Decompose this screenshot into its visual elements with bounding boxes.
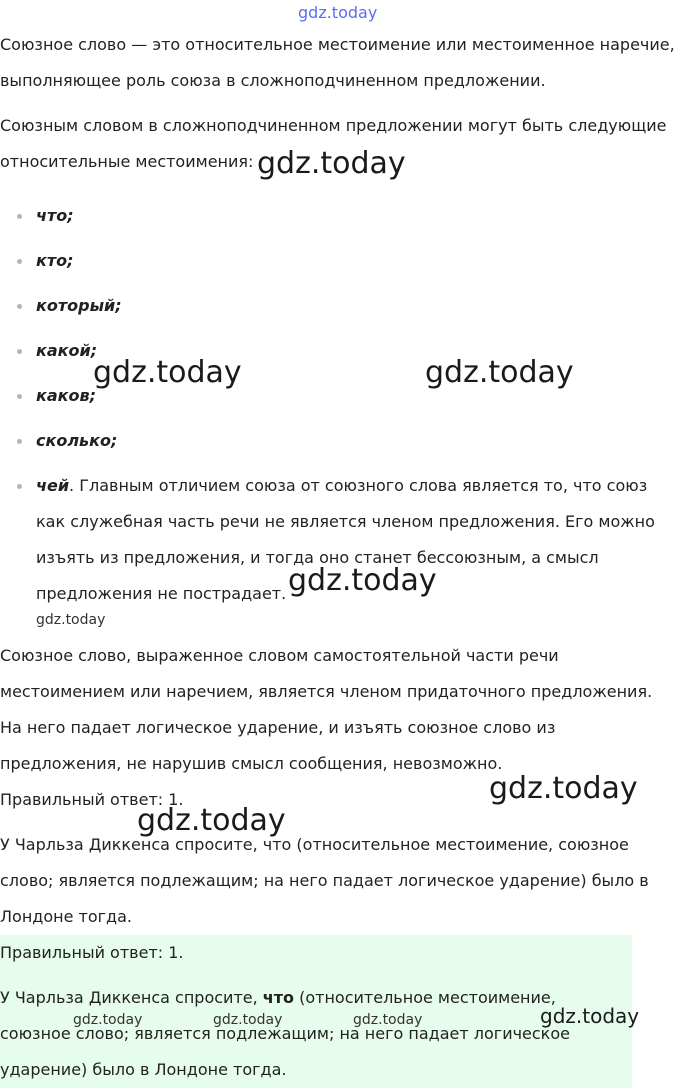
answer-label: Правильный ответ: 1. (0, 790, 184, 809)
bullet-icon (17, 259, 22, 264)
explanation-paragraph: Союзное слово, выраженное словом самостоятельной части речи местоимением или наречием, является членом придаточного предложения. На него падает логическое ударение, и изъять союзное слово из предложения, не нарушив смысл сообщения, невозможно. (0, 646, 653, 773)
list-item: каков; (0, 378, 680, 423)
watermark: gdz.today (93, 355, 242, 390)
watermark-small: gdz.today (73, 1012, 143, 1028)
watermark: gdz.today (540, 1004, 640, 1028)
watermark-small: gdz.today (36, 612, 106, 628)
highlighted-word: что (262, 988, 295, 1007)
bullet-icon (17, 484, 22, 489)
example-sentence-highlighted: У Чарльза Диккенса спросите, что (относительное местоимение, союзное слово; является подлежащим; на него падает логическое ударение) было в Лондоне тогда. (0, 988, 570, 1079)
list-item: сколько; (0, 423, 680, 468)
watermark: gdz.today (489, 771, 638, 806)
definition-paragraph: Союзное слово — это относительное местоимение или местоименное наречие, выполняющее роль союза в сложноподчиненном предложении. (0, 35, 675, 90)
watermark: gdz.today (137, 803, 286, 838)
bullet-icon (17, 214, 22, 219)
bullet-icon (17, 394, 22, 399)
list-intro-paragraph: Союзным словом в сложноподчиненном предложении могут быть следующие относительные местоимения: (0, 116, 667, 171)
list-item: который; (0, 288, 680, 333)
watermark: gdz.today (257, 146, 406, 181)
watermark: gdz.today (288, 563, 437, 598)
watermark-small: gdz.today (213, 1012, 283, 1028)
example-sentence: У Чарльза Диккенса спросите, что (относительное местоимение, союзное слово; является подлежащим; на него падает логическое ударение) было в Лондоне тогда. (0, 835, 649, 926)
bullet-icon (17, 304, 22, 309)
watermark: gdz.today (425, 355, 574, 390)
answer-label-highlighted: Правильный ответ: 1. (0, 943, 184, 962)
watermark-top: gdz.today (298, 3, 378, 22)
list-item: кто; (0, 243, 680, 288)
list-item: какой; (0, 333, 680, 378)
list-item: что; (0, 198, 680, 243)
bullet-icon (17, 439, 22, 444)
pronoun-list (0, 198, 680, 612)
watermark-small: gdz.today (353, 1012, 423, 1028)
list-item: чей. Главным отличием союза от союзного слова является то, что союз как служебная часть речи не является членом предложения. Его можно изъять из предложения, и тогда оно станет бессоюзным, а смысл предложения не пострадает. (0, 468, 680, 612)
bullet-icon (17, 349, 22, 354)
